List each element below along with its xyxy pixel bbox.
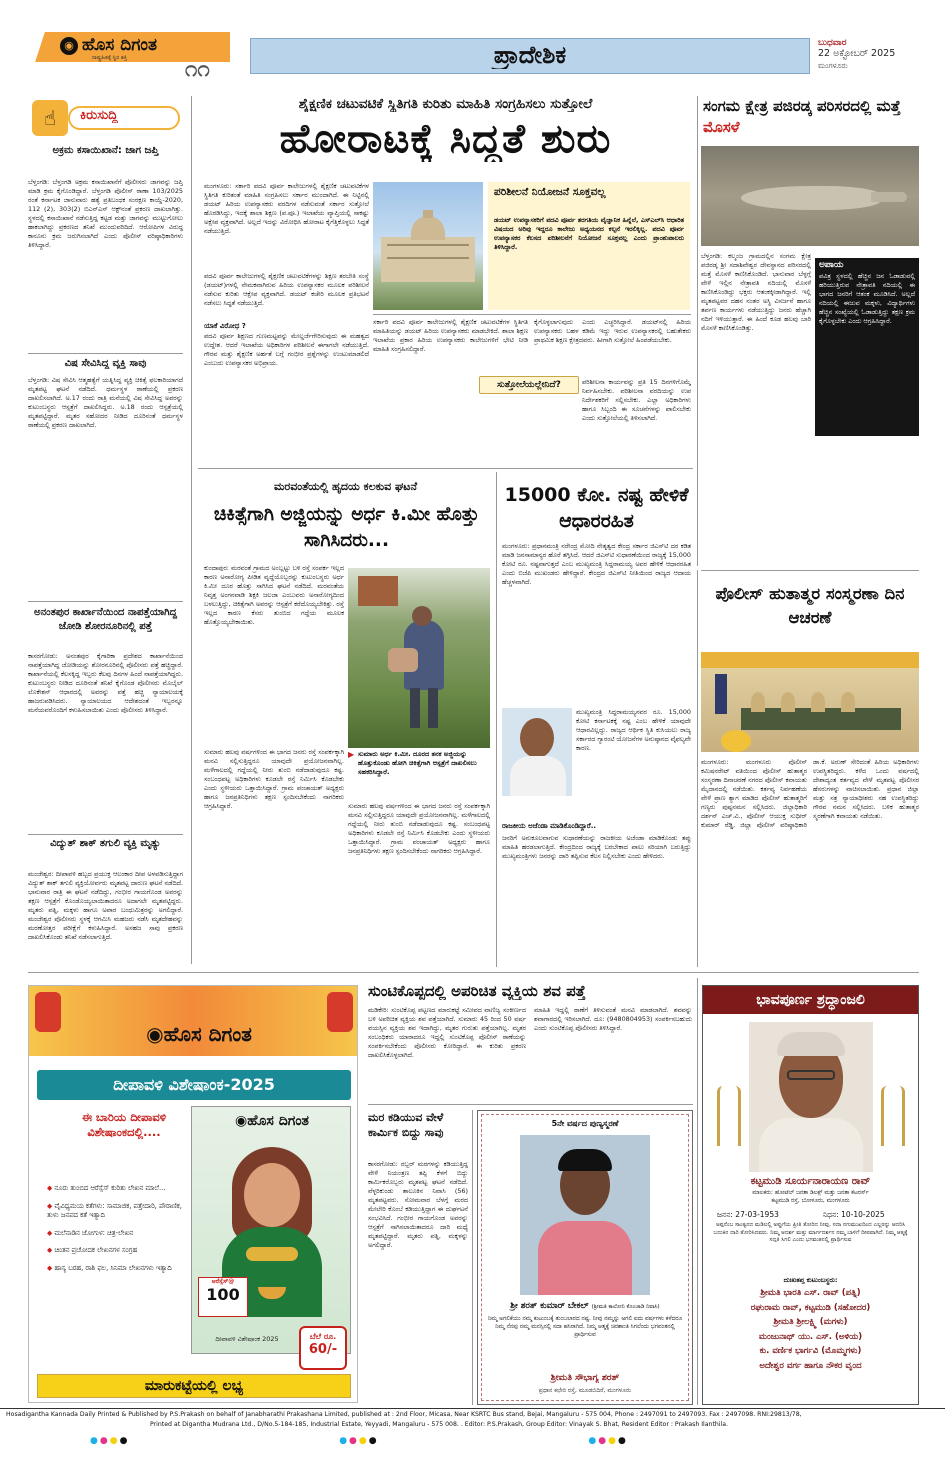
- cover-caption: ದೀಪಾವಳಿ ವಿಶೇಷಾಂಕ 2025: [215, 1335, 279, 1343]
- crocodile-body: ಬೆಳ್ತಂಗಡಿ: ಕಲ್ಮಂಜ ಗ್ರಾಮದಲ್ಲಿನ ಸಂಗಮ ಕ್ಷೇತ್ರ ಪಜಿರಡ್ಕ ಶ್ರೀ ಸದಾಶಿವೇಶ್ವರ ದೇವಸ್ಥಾನದ ಪರಿಸರದಲ್ಲಿ ಮತ್ತೆ ಮೊಸಳೆ ಕಾಣಿಸಿಕೊಂಡಿದೆ. ಭಾನುವಾರ ಬೆಳ್ಳಗ್ಗೆ ವೇಳೆ ಇಲ್ಲಿನ ನೇತ್ರಾವತಿ ನದಿಯಲ್ಲಿ ಮೊಸಳೆ ಕಾಣಿಸಿಕೊಂಡಿದ್ದು ಭಕ್ತರು ಆತಂಕಕ್ಕೀಡಾಗಿದ್ದಾರೆ. ಇಲ್ಲಿ ಮೃತಪಟ್ಟವರ ದಹನ ನಂತರ ಅಸ್ಥಿ ವಿಸರ್ಜನೆ ಹಾಗೂ ತರ್ಪಣ ಕಾರ್ಯಗಳು ನಡೆಯುತ್ತಿದ್ದು ಜನರು ಹೆಚ್ಚಾಗಿ ನದಿಗೆ ಇಳಿಯುತ್ತಾರೆ. ಈ ಹಿಂದೆ ಕೂಡ ಹಲವು ಬಾರಿ ಮೊಸಳೆ ಕಾಣಿಸಿಕೊಂಡಿತ್ತು.: [701, 252, 811, 332]
- danger-body: ಪವಿತ್ರ ಸ್ಥಳದಲ್ಲಿ ಹೆಚ್ಚಿನ ಜನ ಓಡಾಡುವಲ್ಲಿ ಹರಿಯುತ್ತಿರುವ ನೇತ್ರಾವತಿ ನದಿಯಲ್ಲಿ ಈ ಭಾಗದ ಜನರಿಗೆ ಆತಂಕ ಮೂಡಿಸಿದೆ. ಅಲ್ಲದೆ ನದಿಯಲ್ಲಿ ಈಜುವ ಮಕ್ಕಳು, ವಿದ್ಯಾರ್ಥಿಗಳು ಹೆಚ್ಚಿನ ಸಂಖ್ಯೆಯಲ್ಲಿ ಓಡಾಡುತ್ತಿದ್ದು ತಕ್ಷಣ ಕ್ರಮ ಕೈಗೊಳ್ಳಬೇಕು ಎಂದು ಆಗ್ರಹಿಸಿದ್ದಾರೆ.: [819, 272, 915, 325]
- date: 22 ಅಕ್ಟೋಬರ್ 2025: [818, 48, 896, 59]
- memorial-top: 5ನೇ ವರ್ಷದ ಪುಣ್ಯಸ್ಮರಣೆ: [551, 1119, 619, 1128]
- loss-story: [500, 472, 693, 967]
- police-body: ಮಂಗಳೂರು: ಮಂಗಳೂರು ಪೊಲೀಸ್ ಕಮಿಷನರೇಟ್ ವತಿಯಿಂದ ಪೊಲೀಸ್ ಹುತಾತ್ಮರ ಸಂಸ್ಮರಣಾ ದಿನಾಚರಣೆ ನಗರದ ಪೊಲೀಸ್ ಕವಾಯತು ಮೈದಾನದಲ್ಲಿ ನಡೆಯಿತು. ಕರ್ತವ್ಯ ನಿರ್ವಹಣೆಯ ವೇಳೆ ಪ್ರಾಣ ತ್ಯಾಗ ಮಾಡಿದ ಪೊಲೀಸ್ ಹುತಾತ್ಮರಿಗೆ ಗಣ್ಯರು ಪುಷ್ಪನಮನ ಸಲ್ಲಿಸಿದರು. ಜಿಲ್ಲಾಧಿಕಾರಿ ದರ್ಶನ್ ಎಚ್.ವಿ., ಪೊಲೀಸ್ ಆಯುಕ್ತ ಸುಧೀರ್ ಕುಮಾರ್ ರೆಡ್ಡಿ, ಜಿಲ್ಲಾ ಪೊಲೀಸ್ ವರಿಷ್ಠಾಧಿಕಾರಿ ಡಾ.ಕೆ. ಅರುಣ್ ಸೇರಿದಂತೆ ಹಿರಿಯ ಅಧಿಕಾರಿಗಳು ಉಪಸ್ಥಿತರಿದ್ದರು. ಕಳೆದ ಒಂದು ವರ್ಷದಲ್ಲಿ ದೇಶಾದ್ಯಂತ ಕರ್ತವ್ಯದ ವೇಳೆ ಮೃತಪಟ್ಟ ಪೊಲೀಸರ ಹೆಸರುಗಳನ್ನು ವಾಚಿಸಲಾಯಿತು. ಪ್ರಧಾನ ಜಿಲ್ಲಾ ಮತ್ತು ಸತ್ರ ನ್ಯಾಯಾಧೀಶರು ಸಹ ಉಪಸ್ಥಿತರಿದ್ದು ಗೌರವ ನಮನ ಸಲ್ಲಿಸಿದರು. ಬಳಿಕ ಹುತಾತ್ಮರ ಸ್ಮರಣೆಗಾಗಿ ಕವಾಯತು ನಡೆಯಿತು.: [701, 758, 919, 829]
- kirusuddi-label: ಕಿರುಸುದ್ದಿ: [80, 108, 118, 123]
- page-number: ೧೧: [185, 57, 210, 82]
- danger-title: ಅಪಾಯ: [819, 260, 844, 270]
- deepavali-item: ◆ ನೂರು ತುಂಬಿದ ಆರೆಸ್ಸೆಸ್ ಕುರಿತು ಲೇಖನ ಮಾಲೆ...: [47, 1184, 166, 1192]
- inspection-box-body: ಡಯಟ್ ಉಪನ್ಯಾಸಕರಿಗೆ ಪದವಿ ಪೂರ್ವ ತರಗತಿಯ ವೈಜ್ಞಾನಿಕ ಹಿನ್ನೆಲೆ, ಎಸ್‌ಎಲ್‌ಸಿ ಆಧಾರಿತ ವಿಷಯದ ಅರಿವು ಇದ್ದರೂ ಕಾಲೇಜು ಅಧ್ಯಯನದ ಕಲ್ಪನೆ ಇರಲಿಕ್ಕಿಲ್ಲ. ಪದವಿ ಪೂರ್ವ ಉಪನ್ಯಾಸಕರ ಕೆಲಸದ ಪರಿಶೀಲನೆಗೆ ನಿಯೋಜನೆ ಸೂಕ್ತವಲ್ಲ ಎಂದು ಪ್ರಾಂಶುಪಾಲರು ತಿಳಿಸಿದ್ದಾರೆ.: [494, 216, 684, 251]
- lead-body-2: ಪದವಿ ಪೂರ್ವ ಕಾಲೇಜುಗಳಲ್ಲಿ ಶೈಕ್ಷಣಿಕ ಚಟುವಟಿಕೆಗಳನ್ನು ಶಿಕ್ಷಣ ತರಬೇತಿ ಸಂಸ್ಥೆ (ಡಯಟ್)ಗಳಲ್ಲಿ ನೇಮಕವಾಗಿರುವ ಹಿರಿಯ ಉಪನ್ಯಾಸಕರ ಮೂಲಕ ಪರಿಶೀಲನೆ ನಡೆಸುವ ಕುರಿತು ಆಕ್ಷೇಪ ವ್ಯಕ್ತವಾಗಿದೆ. ಡಯಟ್ ಕಚೇರಿ ಮೂಲಕ ಪ್ರತಿಭಟನೆ ನಡೆಸಲು ಸಿದ್ಧತೆ ನಡೆಯುತ್ತಿದೆ.: [204, 272, 369, 307]
- tribute-died: ನಿಧನ: 10-10-2025: [823, 1210, 885, 1219]
- lead-body-6: ಪರಿಶೀಲನಾ ಕಾರ್ಯವನ್ನು ಪ್ರತಿ 15 ದಿನಗಳಿಗೊಮ್ಮೆ ನಿರ್ವಹಿಸಬೇಕು. ಪರಿಶೀಲನಾ ವರದಿಯನ್ನು ಉಪ ನಿರ್ದೇಶಕರಿಗೆ ಸಲ್ಲಿಸಬೇಕು. ಎಲ್ಲಾ ಅಧಿಕಾರಿಗಳು ಹಾಗೂ ಸಿಬ್ಬಂದಿ ಈ ಸೂಚನೆಗಳನ್ನು ಪಾಲಿಸಬೇಕು ಎಂದು ಸುತ್ತೋಲೆಯಲ್ಲಿ ತಿಳಿಸಲಾಗಿದೆ.: [582, 378, 691, 422]
- loss-body-1: ಮಂಗಳೂರು: ಪ್ರಧಾನಮಂತ್ರಿ ನರೇಂದ್ರ ಮೋದಿ ನೇತೃತ್ವದ ಕೇಂದ್ರ ಸರ್ಕಾರ ಜಿಎಸ್‌ಟಿ ದರ ಕಡಿತ ಮಾಡಿ ಜನಸಾಮಾನ್ಯರ ಹೊರೆ ತಗ್ಗಿಸಿದೆ. ಆದರೆ ಜಿಎಸ್‌ಟಿ ಸುಧಾರಣೆಯಿಂದ ರಾಜ್ಯಕ್ಕೆ 15,000 ಕೋಟಿ ರೂ. ನಷ್ಟವಾಗುತ್ತದೆ ಎಂಬ ಮುಖ್ಯಮಂತ್ರಿ ಸಿದ್ದರಾಮಯ್ಯ ಅವರ ಹೇಳಿಕೆ ಆಧಾರರಹಿತ ಎಂದು ಬಿಜೆಪಿ ಮುಖಂಡರು ಹೇಳಿದ್ದಾರೆ. ಕೇಂದ್ರದ ಜಿಎಸ್‌ಟಿ ನೀತಿಯಿಂದ ರಾಜ್ಯದ ಆದಾಯ ಹೆಚ್ಚಳವಾಗಿದೆ.: [502, 542, 691, 586]
- memorial-text: ನಿಮ್ಮ ಅಗಲಿಕೆಯು ನಮ್ಮ ಕುಟುಂಬಕ್ಕೆ ತುಂಬಲಾರದ ನಷ್ಟ. ನೀವು ನಮ್ಮನ್ನು ಅಗಲಿ ಐದು ವರ್ಷಗಳು ಕಳೆದರೂ ನಿಮ್ಮ ನೆನಪು ನಮ್ಮ ಮನಸ್ಸಿನಲ್ಲಿ ಸದಾ ಹಸಿರಾಗಿದೆ. ನಿಮ್ಮ ಆತ್ಮಕ್ಕೆ ಚಿರಶಾಂತಿ ಸಿಗಲೆಂದು ಭಗವಂತನಲ್ಲಿ ಪ್ರಾರ್ಥಿಸುವ: [487, 1316, 683, 1338]
- memorial-name-suffix: (ಶ್ರೀಮತಿ ಕಾಲೋನಿ ಕೊಂಚಾಡಿ ನಿವಾಸಿ): [591, 1304, 660, 1310]
- kiru-n3-title: ಅನಂತಪುರ ಕಾರ್ಖಾನೆಯಿಂದ ನಾಪತ್ತೆಯಾಗಿದ್ದ ಜೋಡಿ ಶೋರನೂರಿನಲ್ಲಿ ಪತ್ತೆ: [33, 607, 177, 632]
- grandma-caption: [348, 750, 490, 796]
- logo-tagline: ರಾಷ್ಟ್ರಹಿತಕ್ಕೆ ಸ್ಥಿರ ಶಕ್ತಿ: [92, 55, 128, 61]
- print-registration-dots: ●●●● ●●●● ●●●●: [90, 1436, 628, 1446]
- family-member: ರಘುರಾಮ ರಾವ್, ಕಟ್ಟಮುಡಿ (ಸಹೋದರ): [750, 1302, 871, 1313]
- deepavali-brand: [99, 1022, 299, 1046]
- police-headline: ಪೊಲೀಸ್ ಹುತಾತ್ಮರ ಸಂಸ್ಮರಣಾ ದಿನ ಆಚರಣೆ: [715, 584, 905, 627]
- deepavali-cover: [191, 1106, 351, 1354]
- deepavali-banner: [37, 1070, 351, 1100]
- unknown-body-2: ಮಾಹಿತಿ ಇದ್ದಲ್ಲಿ ಠಾಣೆಗೆ ತಿಳಿಸುವಂತೆ ಮನವಿ ಮಾಡಲಾಗಿದೆ. ಶವವನ್ನು ಶವಾಗಾರದಲ್ಲಿ ಇರಿಸಲಾಗಿದೆ. ದೂ: (9480804953) ಸಂಪರ್ಕಿಸಬಹುದು ಎಂದು ಸುಂಟಿಕೊಪ್ಪ ಪೊಲೀಸರು ತಿಳಿಸಿದ್ದಾರೆ.: [534, 1006, 692, 1032]
- lead-headline: ಹೋರಾಟಕ್ಕೆ ಸಿದ್ಧತೆ ಶುರು: [279, 116, 612, 162]
- inspection-box: [488, 182, 690, 310]
- deepavali-item: ◆ ಹಾಸ್ಯ ಬರಹ, ರಾಶಿ ಫಲ, ಸಿನಿಮಾ ಲೇಖನಗಳು ಇತ್ಯಾದಿ: [47, 1263, 172, 1272]
- tribute-family-head: ದುಃಖತಪ್ತ ಕುಟುಂಬಸ್ಥರು:: [783, 1276, 838, 1284]
- finger-snap-icon: ☝: [32, 100, 68, 136]
- logo-lamp-icon: ◉: [60, 37, 78, 55]
- cover-brand-lamp-icon: ◉: [235, 1113, 248, 1129]
- lead-body-1: ಮಂಗಳೂರು: ಸರ್ಕಾರಿ ಪದವಿ ಪೂರ್ವ ಕಾಲೇಜುಗಳಲ್ಲಿ ಶೈಕ್ಷಣಿಕ ಚಟುವಟಿಕೆಗಳ ಸ್ಥಿತಿಗತಿ ಕುರಿತಂತೆ ಮಾಹಿತಿ ಸಂಗ್ರಹಿಸಲು ಸರ್ಕಾರ ಮುಂದಾಗಿದೆ. ಈ ನಿಟ್ಟಿನಲ್ಲಿ ಡಯಟ್ ಹಿರಿಯ ಉಪನ್ಯಾಸಕರು ವರದಿಗಳ ನಡೆಸುವಂತೆ ಸರ್ಕಾರ ಸುತ್ತೋಲೆ ಹೊರಡಿಸಿದ್ದು, ಇದಕ್ಕೆ ಶಾಲಾ ಶಿಕ್ಷಣ (ಪ.ಪೂ.) ಇಲಾಖೆಯ ವ್ಯಾಪ್ತಿಯಲ್ಲಿ ಸಾಕಷ್ಟು ಅಕ್ಷೇಪ ವ್ಯಕ್ತವಾಗಿದೆ. ಅಲ್ಲದೆ ಇದನ್ನು ವಿರೋಧಿಸಿ ಹೋರಾಟ ಕೈಗೆತ್ತಿಕೊಳ್ಳಲು ಸಿದ್ಧತೆ ನಡೆಯುತ್ತಿದೆ.: [204, 182, 369, 235]
- circular-label: [479, 376, 579, 394]
- vidhana-soudha-photo: [373, 182, 483, 310]
- available-text: ಮಾರುಕಟ್ಟೆಯಲ್ಲಿ ಲಭ್ಯ: [144, 1378, 244, 1394]
- imprint-line-2: Printed at Digantha Mudrana Ltd., D/No.5-184-185, Industrial Estate, Yeyyadi, Mangaluru - 575 008. . Editor: P.S.Prakash, Group Editor: Vinayak S. Bhat, Resident Editor : Prakash Ilanthila.: [150, 1421, 729, 1428]
- masthead-logo-block: [30, 32, 230, 86]
- loss-headline: 15000 ಕೋ. ನಷ್ಟ ಹೇಳಿಕೆ ಆಧಾರರಹಿತ: [504, 484, 689, 532]
- bullet-diamond-icon: ◆: [47, 1184, 55, 1192]
- grandma-kicker: ಮರವಂತೆಯಲ್ಲಿ ಹೃದಯ ಕಲಕುವ ಘಟನೆ: [273, 480, 418, 493]
- lead-kicker: ಶೈಕ್ಷಣಿಕ ಚಟುವಟಿಕೆ ಸ್ಥಿತಿಗತಿ ಕುರಿತು ಮಾಹಿತಿ ಸಂಗ್ರಹಿಸಲು ಸುತ್ತೋಲೆ: [298, 96, 593, 112]
- deepavali-item: ◆ ವೈವಿಧ್ಯಮಯ ಕತೆಗಳು: ಸಾಮಾಜಿಕ, ಪತ್ತೇದಾರಿ, ಪೌರಾಣಿಕ, ತುಳು ಜನಪದ ಕತೆ ಇತ್ಯಾದಿ: [47, 1201, 182, 1219]
- bullet-diamond-icon: ◆: [47, 1201, 55, 1210]
- unknown-body-story: [368, 978, 693, 1098]
- crocodile-headline: [703, 96, 919, 138]
- tribute-role: ಮಾಲಕರು: ಹೋಟೆಲ್ ಜನತಾ ಡಿಲಕ್ಸ್ ಮತ್ತು ಜನತಾ ಕೆಟರರ್ಸ್: [752, 1190, 869, 1196]
- police-event-photo: [701, 652, 919, 752]
- deepavali-intro: ಈ ಬಾರಿಯ ದೀಪಾವಳಿ ವಿಶೇಷಾಂಕದಲ್ಲಿ....: [81, 1110, 167, 1139]
- price-badge: [299, 1326, 347, 1370]
- tribute-ad: [702, 985, 919, 1405]
- kiru-n4-body: ಮಂಜೇಶ್ವರ: ದೀಪಾವಳಿ ಹಬ್ಬದ ಪ್ರಯುಕ್ತ ಆಲಂಕಾರ ದೀಪ ಅಳವಡಿಸುತ್ತಿದ್ದಾಗ ವಿದ್ಯುತ್ ಶಾಕ್ ತಗುಲಿ ವ್ಯಕ್ತಿಯೋರ್ವರು ಮೃತಪಟ್ಟ ದಾರುಣ ಘಟನೆ ನಡೆದಿದೆ. ಭಾನುವಾರ ರಾತ್ರಿ ಈ ಘಟನೆ ನಡೆದಿದ್ದು, ಗಂಭೀರ ಗಾಯಗೊಂಡ ಅವರನ್ನು ತಕ್ಷಣ ಆಸ್ಪತ್ರೆಗೆ ಕೊಂಡೊಯ್ಯಲಾಯಿತಾದರೂ ಅದಾಗಲೇ ಮೃತಪಟ್ಟಿದ್ದರು. ಮೃತರು ಪತ್ನಿ, ಮಕ್ಕಳು ಹಾಗೂ ಅಪಾರ ಬಂಧುಮಿತ್ರರನ್ನು ಅಗಲಿದ್ದಾರೆ. ಮಂಜೇಶ್ವರ ಪೊಲೀಸರು ಸ್ಥಳಕ್ಕೆ ಆಗಮಿಸಿ ಮಹಜರು ನಡೆಸಿ ಮೃತದೇಹವನ್ನು ಮರಣೋತ್ತರ ಪರೀಕ್ಷೆಗೆ ಕಳುಹಿಸಿದ್ದಾರೆ. ಅಸಹಜ ಸಾವು ಪ್ರಕರಣ ದಾಖಲಿಸಿಕೊಂಡು ತನಿಖೆ ನಡೆಸಲಾಗುತ್ತಿದೆ.: [28, 870, 183, 941]
- grandma-photo: [348, 568, 490, 748]
- tribute-born: ಜನನ: 27-03-1953: [717, 1210, 779, 1219]
- kiru-n3-body: ಕಾಸರಗೋಡು: ಅನಂತಪುರ ಕೈಗಾರಿಕಾ ಪ್ರದೇಶದ ಕಾರ್ಖಾನೆಯಿಂದ ನಾಪತ್ತೆಯಾಗಿದ್ದ ಜೋಡಿಯನ್ನು ಶೋರನೂರಿನಲ್ಲಿ ಪೊಲೀಸರು ಪತ್ತೆ ಹಚ್ಚಿದ್ದಾರೆ. ಕಾರ್ಖಾನೆಯಲ್ಲಿ ಕೆಲಸಕ್ಕಿದ್ದ ಇಬ್ಬರು ಕೆಲವು ದಿನಗಳ ಹಿಂದೆ ನಾಪತ್ತೆಯಾಗಿದ್ದರು. ಕುಟುಂಬಸ್ಥರು ನೀಡಿದ ದೂರಿನಂತೆ ತನಿಖೆ ಕೈಗೊಂಡ ಪೊಲೀಸರು ಮೊಬೈಲ್ ಲೊಕೇಶನ್ ಆಧಾರದಲ್ಲಿ ಅವರನ್ನು ಪತ್ತೆ ಹಚ್ಚಿ ನ್ಯಾಯಾಲಯಕ್ಕೆ ಹಾಜರುಪಡಿಸಿದರು. ನ್ಯಾಯಾಲಯದ ಆದೇಶದಂತೆ ಇಬ್ಬರನ್ನೂ ಮನೆಯವರೊಂದಿಗೆ ಕಳುಹಿಸಲಾಯಿತು ಎಂದು ಪೊಲೀಸರು ತಿಳಿಸಿದ್ದಾರೆ.: [28, 652, 183, 714]
- price-value: 60/-: [308, 1342, 338, 1357]
- memorial-photo: [520, 1135, 650, 1295]
- tribute-header-text: ಭಾವಪೂರ್ಣ ಶ್ರದ್ಧಾಂಜಲಿ: [756, 992, 865, 1008]
- family-member: ಕು. ವರ್ಣಿಕ ಭಾರ್ಗವಿ (ಮೊಮ್ಮಗಳು): [759, 1346, 862, 1356]
- imprint-line-1: Hosadigantha Kannada Daily Printed & Published by P.S.Prakash on behalf of Janabharathi Prakashana Limited, published at : 2nd Floor, Micasa, Near KSRTC Bus stand, Bejai, Mangaluru - 575 004, Phone : 2497091 to 2497093. Fax : 2497098. RNI:29813/78,: [6, 1411, 802, 1418]
- deepavali-brand-text: ಹೊಸ ದಿಗಂತ: [163, 1022, 252, 1046]
- available-banner: [37, 1374, 351, 1398]
- kiru-n2-title: ವಿಷ ಸೇವಿಸಿದ್ದ ವ್ಯಕ್ತಿ ಸಾವು: [64, 358, 147, 369]
- kirusuddi-column: [28, 96, 186, 964]
- rss-badge-label: ಆರೆಸ್ಸೆಸ್@: [211, 1278, 235, 1285]
- family-member: ಶ್ರೀಮತಿ ಶ್ರೀಲಕ್ಷ್ಮಿ (ಮಗಳು): [773, 1317, 848, 1327]
- tree-headline: ಮರ ಕಡಿಯುವ ವೇಳೆ ಕಾರ್ಮಿಕ ಬಿದ್ದು ಸಾವು: [368, 1111, 444, 1139]
- deepavali-ad: [28, 985, 358, 1403]
- police-story: [701, 570, 919, 967]
- grandma-body-2b: ಸುಮಾರು ಹಲವು ವರ್ಷಗಳಿಂದ ಈ ಭಾಗದ ಜನರು ರಸ್ತೆ ಸಂಪರ್ಕಕ್ಕಾಗಿ ಮನವಿ ಸಲ್ಲಿಸುತ್ತಿದ್ದರೂ ಯಾವುದೇ ಪ್ರಯೋಜನವಾಗಿಲ್ಲ. ಮಳೆಗಾಲದಲ್ಲಿ ಗದ್ದೆಯಲ್ಲಿ ನೀರು ತುಂಬಿ ನಡೆದಾಡುವುದೂ ಕಷ್ಟ. ಸಂಬಂಧಪಟ್ಟ ಅಧಿಕಾರಿಗಳು ಕೂಡಲೇ ರಸ್ತೆ ನಿರ್ಮಿಸಿ ಕೊಡಬೇಕು ಎಂದು ಸ್ಥಳೀಯರು ಒತ್ತಾಯಿಸಿದ್ದಾರೆ. ಗ್ರಾಮ ಪಂಚಾಯತ್ ಅಧ್ಯಕ್ಷರು ಹಾಗೂ ಜನಪ್ರತಿನಿಧಿಗಳು ತಕ್ಷಣ ಸ್ಪಂದಿಸಬೇಕೆಂದು ನಾಗರಿಕರು ಆಗ್ರಹಿಸಿದ್ದಾರೆ.: [348, 802, 490, 855]
- lead-body-5: ಕೈಗೊಳ್ಳಲಾಗುವುದು ಎಂದು ಎಚ್ಚರಿಸಿದ್ದಾರೆ. ಡಯಟ್‌ನಲ್ಲಿ ಹಿರಿಯ ಉಪನ್ಯಾಸಕರು ಬಹಳ ಕಡಿಮೆ ಇದ್ದು ಇರುವ ಉಪನ್ಯಾಸಕರಲ್ಲಿ ಬಹುತೇಕರು ಪ್ರಾಥಮಿಕ ಶಿಕ್ಷಣ ಕ್ಷೇತ್ರದವರು. ಹೀಗಾಗಿ ಸುತ್ತೋಲೆ ಹಿಂಪಡೆಯಬೇಕು.: [534, 318, 691, 344]
- section-title: ಪ್ರಾದೇಶಿಕ: [493, 41, 567, 69]
- bjp-leader-photo: [502, 708, 572, 796]
- loss-sub: ರಾಜಕೀಯ ಅಜೆಂಡಾ ಮಾಡಿಕೊಂಡಿದ್ದಾರೆ..: [502, 822, 597, 830]
- kirusuddi-badge: [28, 98, 183, 138]
- kiru-n4-title: ವಿದ್ಯುತ್ ಶಾಕ್ ತಗುಲಿ ವ್ಯಕ್ತಿ ಮೃತ್ಯು: [50, 838, 161, 849]
- deepavali-item: ◆ ಚಿಂತನ ಪ್ರಚೋದಕ ಲೇಖನಗಳ ಸಂಗ್ರಹ: [47, 1246, 138, 1254]
- family-member: ಶ್ರೀಮತಿ ಭಾರತಿ ಎಸ್. ರಾವ್ (ಪತ್ನಿ): [760, 1288, 861, 1298]
- grandma-headline: ಚಿಕಿತ್ಸೆಗಾಗಿ ಅಜ್ಜಿಯನ್ನು ಅರ್ಧ ಕಿ.ಮೀ ಹೊತ್ತು ಸಾಗಿಸಿದರು...: [213, 504, 480, 551]
- tree-story: [368, 1110, 468, 1405]
- unknown-headline: ಸುಂಟಿಕೊಪ್ಪದಲ್ಲಿ ಅಪರಿಚಿತ ವ್ಯಕ್ತಿಯ ಶವ ಪತ್ತೆ: [368, 982, 586, 1000]
- city: ಮಂಗಳೂರು: [818, 61, 848, 70]
- lantern-icon-right: [327, 992, 353, 1032]
- kiru-n2-body: ಬೆಳ್ತಂಗಡಿ: ವಿಷ ಸೇವಿಸಿ ಆತ್ಮಹತ್ಯೆಗೆ ಯತ್ನಿಸಿದ್ದ ವ್ಯಕ್ತಿ ಚಿಕಿತ್ಸೆ ಫಲಕಾರಿಯಾಗದೆ ಮೃತಪಟ್ಟ ಘಟನೆ ನಡೆದಿದೆ. ಧರ್ಮಸ್ಥಳ ಠಾಣೆಯಲ್ಲಿ ಪ್ರಕರಣ ದಾಖಲಿಸಲಾಗಿದೆ. ಅ.17 ರಂದು ರಾತ್ರಿ ಮನೆಯಲ್ಲಿ ವಿಷ ಸೇವಿಸಿದ್ದ ಅವರನ್ನು ಕುಟುಂಬಸ್ಥರು ಆಸ್ಪತ್ರೆಗೆ ದಾಖಲಿಸಿದ್ದರು. ಅ.18 ರಂದು ಆಸ್ಪತ್ರೆಯಲ್ಲಿ ಮೃತಪಟ್ಟಿದ್ದಾರೆ. ಮೃತರ ಸಹೋದರ ನೀಡಿದ ದೂರಿನಂತೆ ಧರ್ಮಸ್ಥಳ ಠಾಣೆಯಲ್ಲಿ ಪ್ರಕರಣ ದಾಖಲಾಗಿದೆ.: [28, 376, 183, 429]
- tribute-place: ಕಟ್ಟಮುಡಿ ರಸ್ತೆ, ಬೋಳೂರು, ಮಂಗಳೂರು: [771, 1198, 850, 1204]
- circular-label-text: ಸುತ್ತೋಲೆಯಲ್ಲೇನಿದೆ?: [497, 380, 561, 390]
- memorial-name-text: ಶ್ರೀ ಶರತ್ ಕುಮಾರ್ ಬೇಕಲ್: [510, 1301, 589, 1311]
- loss-body-2: ಮುಖ್ಯಮಂತ್ರಿ ಸಿದ್ದರಾಮಯ್ಯನವರ ರೂ. 15,000 ಕೋಟಿ ಕರ್ನಾಟಕಕ್ಕೆ ನಷ್ಟ ಎಂಬ ಹೇಳಿಕೆ ಯಾವುದೇ ಆಧಾರವಿಲ್ಲದ್ದು. ರಾಜ್ಯದ ಆರ್ಥಿಕ ಸ್ಥಿತಿ ಕುಸಿಯಲು ರಾಜ್ಯ ಸರ್ಕಾರದ ಗ್ಯಾರಂಟಿ ಯೋಜನೆಗಳ ಅನುಷ್ಠಾನದ ವೈಫಲ್ಯವೇ ಕಾರಣ.: [576, 708, 691, 752]
- lead-sub: ಯಾಕೆ ವಿರೋಧ ?: [204, 322, 246, 330]
- day: ಬುಧವಾರ: [818, 38, 847, 48]
- tree-body: ಕಾಸರಗೋಡು: ರಬ್ಬರ್ ಮರಗಳನ್ನು ಕಡಿಯುತ್ತಿದ್ದ ವೇಳೆ ನಿಯಂತ್ರಣ ತಪ್ಪಿ ಕೆಳಗೆ ಬಿದ್ದು ಕಾರ್ಮಿಕರೊಬ್ಬರು ಮೃತಪಟ್ಟ ಘಟನೆ ನಡೆದಿದೆ. ವೆಳ್ಳರಿಕುಂಡು ತಾಲೂಕಿನ ನಿವಾಸಿ (56) ಮೃತಪಟ್ಟವರು. ಸೋಮವಾರ ಬೆಳಗ್ಗೆ ಮರದ ಮೇಲೇರಿ ಕೊಂಬೆ ಕಡಿಯುತ್ತಿದ್ದಾಗ ಈ ದುರ್ಘಟನೆ ಸಂಭವಿಸಿದೆ. ಗಂಭೀರ ಗಾಯಗೊಂಡ ಅವರನ್ನು ಆಸ್ಪತ್ರೆಗೆ ಸಾಗಿಸಲಾಯಿತಾದರೂ ದಾರಿ ಮಧ್ಯೆ ಮೃತಪಟ್ಟಿದ್ದಾರೆ. ಮೃತರು ಪತ್ನಿ, ಮಕ್ಕಳನ್ನು ಅಗಲಿದ್ದಾರೆ.: [368, 1160, 468, 1249]
- masthead: [0, 30, 945, 90]
- loss-body-3: ಜನರಿಗೆ ಅನುಕೂಲವಾಗುವ ಸುಧಾರಣೆಯನ್ನು ರಾಜಕೀಯ ಅಜೆಂಡಾ ಮಾಡಿಕೊಂಡು ತಪ್ಪು ಮಾಹಿತಿ ಹರಡಲಾಗುತ್ತಿದೆ. ಕೇಂದ್ರದಿಂದ ರಾಜ್ಯಕ್ಕೆ ಬರಬೇಕಾದ ಪಾಲು ಸರಿಯಾಗಿ ಬರುತ್ತಿದ್ದು ಮುಖ್ಯಮಂತ್ರಿಗಳು ಜನರನ್ನು ದಾರಿ ತಪ್ಪಿಸುವ ಕೆಲಸ ನಿಲ್ಲಿಸಬೇಕು ಎಂದು ಹೇಳಿದರು.: [502, 834, 691, 860]
- cover-brand: [192, 1113, 351, 1129]
- lantern-icon: [35, 992, 61, 1032]
- rss-badge: [198, 1277, 248, 1317]
- deepavali-item: ◆ ಮಲೆನಾಡಿನ ಜೋಗುಳ: ಚಿತ್ರ-ಲೇಖನ: [47, 1228, 134, 1237]
- memorial-ad: [477, 1110, 693, 1405]
- kiru-n1-title: ಅಕ್ರಮ ಕಸಾಯಿಖಾನೆ: ಜಾಗ ಜಪ್ತಿ: [52, 145, 159, 156]
- lead-story: [198, 96, 693, 466]
- crocodile-headline-highlight: ಮೊಸಳೆ: [703, 118, 740, 136]
- price-label: ಬೆಲೆ ರೂ.: [309, 1332, 337, 1341]
- kiru-n1-body: ಬೆಳ್ತಂಗಡಿ: ಬೆಳ್ತಂಗಡಿ ಅಕ್ರಮ ಕಸಾಯಿಖಾನೆಗೆ ಪೊಲೀಸರು ಜಾಗವನ್ನು ಜಪ್ತಿ ಮಾಡಿ ಕ್ರಮ ಕೈಗೊಂಡಿದ್ದಾರೆ. ಬೆಳ್ತಂಗಡಿ ಪೊಲೀಸ್ ಠಾಣಾ 103/2025 ರಂತೆ ಕರ್ನಾಟಕ ಜಾನುವಾರು ಹತ್ಯೆ ಪ್ರತಿಬಂಧಕ ಸಂರಕ್ಷಣ ಕಾಯ್ದೆ-2020, 112 (2), 303(2) ಬಿಎನ್‌ಎಸ್ ಆಕ್ಟ್‌ನಂತೆ ಪ್ರಕರಣ ದಾಖಲಾಗಿತ್ತು. ಸ್ಥಳದಲ್ಲಿ ಕಸಾಯಿಖಾನೆ ನಡೆಸುತ್ತಿದ್ದ ಕಟ್ಟಡ ಮತ್ತು ಜಾಗವನ್ನು ಮುಟ್ಟುಗೋಲು ಹಾಕಲಾಗಿದ್ದು ಪ್ರಕರಣದ ತನಿಖೆ ಮುಂದುವರಿದಿದೆ. ಆರೋಪಿಗಳ ವಿರುದ್ಧ ಕಾನೂನು ಕ್ರಮ ಜರುಗಿಸಲಾಗಿದೆ ಎಂದು ಪೊಲೀಸ್ ವರಿಷ್ಠಾಧಿಕಾರಿಗಳು ತಿಳಿಸಿದ್ದಾರೆ.: [28, 178, 183, 249]
- oil-lamp-icon-right: [881, 1086, 905, 1146]
- bullet-diamond-icon: ◆: [47, 1228, 55, 1237]
- deepavali-items: [47, 1184, 187, 1349]
- grandma-story: [198, 472, 493, 967]
- memorial-from: ಶ್ರೀಮತಿ ಸೌಭಾಗ್ಯ ಶರತ್: [550, 1373, 620, 1383]
- cover-brand-text: ಹೊಸ ದಿಗಂತ: [247, 1113, 309, 1129]
- inspection-box-title: ಪರಿಶೀಲನೆ ನಿಯೋಜನೆ ಸೂಕ್ತವಲ್ಲ: [494, 186, 606, 198]
- bullet-diamond-icon: ◆: [47, 1246, 55, 1254]
- family-member: ಮಂಜುನಾಥ್ ಯು. ಎಸ್. (ಅಳಿಯ): [758, 1331, 863, 1342]
- memorial-name: [478, 1301, 692, 1311]
- tribute-text: ಅಪ್ಪನೆಂಬ ಸಾಂತ್ವನದ ಮಡಿಲಲ್ಲಿ ಅಪ್ಪುಗೆಯ ಪ್ರೀತಿ ತೋರಿದ ನೀವು, ಸದಾ ನಗುಮುಖದಿಂದ ಎಲ್ಲರನ್ನು ಆದರಿಸಿ ಬದುಕಿನ ದಾರಿ ತೋರಿಸಿದವರು. ನಿಮ್ಮ ಆದರ್ಶ ಮತ್ತು ಮಾರ್ಗದರ್ಶನ ನಮ್ಮ ಬಾಳಿಗೆ ದೀಪವಾಗಿದೆ. ನಿಮ್ಮ ಆತ್ಮಕ್ಕೆ ಸದ್ಗತಿ ಸಿಗಲಿ ಎಂದು ಭಗವಂತನಲ್ಲಿ ಪ್ರಾರ್ಥಿಸುವ: [713, 1222, 908, 1244]
- lead-body-3: ಪದವಿ ಪೂರ್ವ ಶಿಕ್ಷಣದ ಗುಣಮಟ್ಟವನ್ನು ಮೇಲ್ದರ್ಜೆಗೇರಿಸುವುದು ಈ ಮಹತ್ವದ ಉದ್ದೇಶ. ಆದರೆ ಇಲಾಖೆಯ ಅಧಿಕಾರಿಗಳ ಪರಿಶೀಲನೆ ಈಗಾಗಲೇ ನಡೆಯುತ್ತಿದೆ. ಗೌರವ ಮತ್ತು ಶೈಕ್ಷಣಿಕ ಅರ್ಹತೆ ಬಗ್ಗೆ ಗಂಭೀರ ಪ್ರಶ್ನೆಗಳನ್ನು ಉಂಟುಮಾಡಲಿದೆ ಎಂಬುದು ಉಪನ್ಯಾಸಕರ ಅಭಿಪ್ರಾಯ.: [204, 332, 369, 367]
- section-banner: [250, 38, 810, 74]
- grandma-body-2: ಸುಮಾರು ಹಲವು ವರ್ಷಗಳಿಂದ ಈ ಭಾಗದ ಜನರು ರಸ್ತೆ ಸಂಪರ್ಕಕ್ಕಾಗಿ ಮನವಿ ಸಲ್ಲಿಸುತ್ತಿದ್ದರೂ ಯಾವುದೇ ಪ್ರಯೋಜನವಾಗಿಲ್ಲ. ಮಳೆಗಾಲದಲ್ಲಿ ಗದ್ದೆಯಲ್ಲಿ ನೀರು ತುಂಬಿ ನಡೆದಾಡುವುದೂ ಕಷ್ಟ. ಸಂಬಂಧಪಟ್ಟ ಅಧಿಕಾರಿಗಳು ಕೂಡಲೇ ರಸ್ತೆ ನಿರ್ಮಿಸಿ ಕೊಡಬೇಕು ಎಂದು ಸ್ಥಳೀಯರು ಒತ್ತಾಯಿಸಿದ್ದಾರೆ. ಗ್ರಾಮ ಪಂಚಾಯತ್ ಅಧ್ಯಕ್ಷರು ಹಾಗೂ ಜನಪ್ರತಿನಿಧಿಗಳು ತಕ್ಷಣ ಸ್ಪಂದಿಸಬೇಕೆಂದು ನಾಗರಿಕರು ಆಗ್ರಹಿಸಿದ್ದಾರೆ.: [204, 748, 344, 810]
- crocodile-headline-main: ಸಂಗಮ ಕ್ಷೇತ್ರ ಪಜಿರಡ್ಕ ಪರಿಸರದಲ್ಲಿ ಮತ್ತೆ: [703, 97, 901, 115]
- deepavali-brand-lamp-icon: ◉: [146, 1022, 164, 1046]
- tribute-family: [703, 1286, 918, 1373]
- memorial-address: ಪ್ರಧಾನ ಕಛೇರಿ ರಸ್ತೆ, ಮೂಡಬಿದಿರೆ, ಮಂಗಳೂರು: [538, 1387, 632, 1394]
- crocodile-story: [701, 96, 919, 566]
- grandma-body-1: ಕುಂದಾಪುರ: ಮರವಂತೆ ಗ್ರಾಮದ ಅಂಬ್ಲಟ್ಟು ಬಳಿ ರಸ್ತೆ ಸಂಪರ್ಕ ಇಲ್ಲದ ಕಾರಣ ಅನಾರೋಗ್ಯ ಪೀಡಿತ ವೃದ್ಧೆಯೊಬ್ಬರನ್ನು ಕುಟುಂಬಸ್ಥರು ಅರ್ಧ ಕಿ.ಮೀ ದೂರ ಹೊತ್ತು ಸಾಗಿಸಿದ ಘಟನೆ ನಡೆದಿದೆ. ಮರವಂತೆಯ ನಿವೃತ್ತ ಅಂಗನವಾಡಿ ಶಿಕ್ಷಕಿ ಜಲಜಾ ಎಂಬುವರು ಅನಾರೋಗ್ಯದಿಂದ ಬಳಲುತ್ತಿದ್ದು, ಚಿಕಿತ್ಸೆಗಾಗಿ ಅವರನ್ನು ಆಸ್ಪತ್ರೆಗೆ ಕರೆದೊಯ್ಯಬೇಕಿತ್ತು. ರಸ್ತೆ ಇಲ್ಲದ ಕಾರಣ ಕೆಸರು ತುಂಬಿದ ಗದ್ದೆಯ ಮೂಲಕ ಹೊತ್ತೊಯ್ಯಬೇಕಾಯಿತು.: [204, 564, 344, 626]
- rss-badge-num: 100: [206, 1285, 240, 1304]
- grandma-caption-text: ಸುಮಾರು ಅರ್ಧ ಕಿ.ಮೀ. ದೂರದ ತನಕ ಅಜ್ಜಿಯನ್ನು ಹೊತ್ತುಕೊಂಡು ಹೋಗಿ ಚಿಕಿತ್ಸೆಗಾಗಿ ಆಸ್ಪತ್ರೆಗೆ ದಾಖಲಿಸಲು ಸಹಕರಿಸಿದ್ದಾರೆ.: [358, 750, 477, 776]
- crocodile-photo: [701, 146, 919, 246]
- logo-text: ಹೊಸ ದಿಗಂತ: [82, 35, 157, 55]
- caption-arrow-icon: ▶: [348, 750, 355, 759]
- bullet-diamond-icon: ◆: [47, 1263, 55, 1272]
- tribute-name: ಕಟ್ಟಮುಡಿ ಸೂರ್ಯನಾರಾಯಣ ರಾವ್: [750, 1176, 871, 1187]
- lead-body-4: ಸರ್ಕಾರಿ ಪದವಿ ಪೂರ್ವ ಕಾಲೇಜುಗಳಲ್ಲಿ ಶೈಕ್ಷಣಿಕ ಚಟುವಟಿಕೆಗಳ ಸ್ಥಿತಿಗತಿ ಮಾಹಿತಿಯನ್ನು ಡಯಟ್ ಹಿರಿಯ ಉಪನ್ಯಾಸಕರು ಮಾಡಬೇಕಿದೆ. ಶಾಲಾ ಶಿಕ್ಷಣ ಇಲಾಖೆಯ ಪ್ರಕಾರ ಹಿರಿಯ ಉಪನ್ಯಾಸಕರು ಕಾಲೇಜುಗಳಿಗೆ ಭೇಟಿ ನೀಡಿ ಮಾಹಿತಿ ಸಂಗ್ರಹಿಸಲಿದ್ದಾರೆ.: [373, 318, 528, 353]
- date-block: [818, 38, 938, 78]
- unknown-body: ಮಡಿಕೇರಿ: ಸುಂಟಿಕೊಪ್ಪ ಪಟ್ಟಣದ ಮಾರುಕಟ್ಟೆ ಸಮೀಪದ ವಾಣಿಜ್ಯ ಸಂಕೀರ್ಣದ ಬಳಿ ಅಪರಿಚಿತ ವ್ಯಕ್ತಿಯ ಶವ ಪತ್ತೆಯಾಗಿದೆ. ಸುಮಾರು 45 ರಿಂದ 50 ವರ್ಷ ವಯಸ್ಸಿನ ವ್ಯಕ್ತಿಯ ಶವ ಇದಾಗಿದ್ದು, ಮೃತರ ಗುರುತು ಪತ್ತೆಯಾಗಿಲ್ಲ. ಮೃತರ ಸಂಬಂಧಿಕರು ಯಾರಾದರೂ ಇದ್ದಲ್ಲಿ ಸುಂಟಿಕೊಪ್ಪ ಪೊಲೀಸ್ ಠಾಣೆಯನ್ನು ಸಂಪರ್ಕಿಸಬೇಕೆಂದು ಪೊಲೀಸರು ಕೋರಿದ್ದಾರೆ. ಈ ಕುರಿತು ಪ್ರಕರಣ ದಾಖಲಿಸಿಕೊಳ್ಳಲಾಗಿದೆ.: [368, 1006, 526, 1059]
- tribute-header: [703, 986, 918, 1014]
- danger-box: [815, 258, 919, 436]
- family-member: ಅದೇಶ್ವರ ವರ್ಗ ಹಾಗೂ ನೌಕರ ವೃಂದ: [759, 1360, 862, 1371]
- oil-lamp-icon-left: [717, 1086, 741, 1146]
- tribute-photo: [749, 1022, 873, 1172]
- deepavali-banner-text: ದೀಪಾವಳಿ ವಿಶೇಷಾಂಕ-2025: [113, 1075, 275, 1094]
